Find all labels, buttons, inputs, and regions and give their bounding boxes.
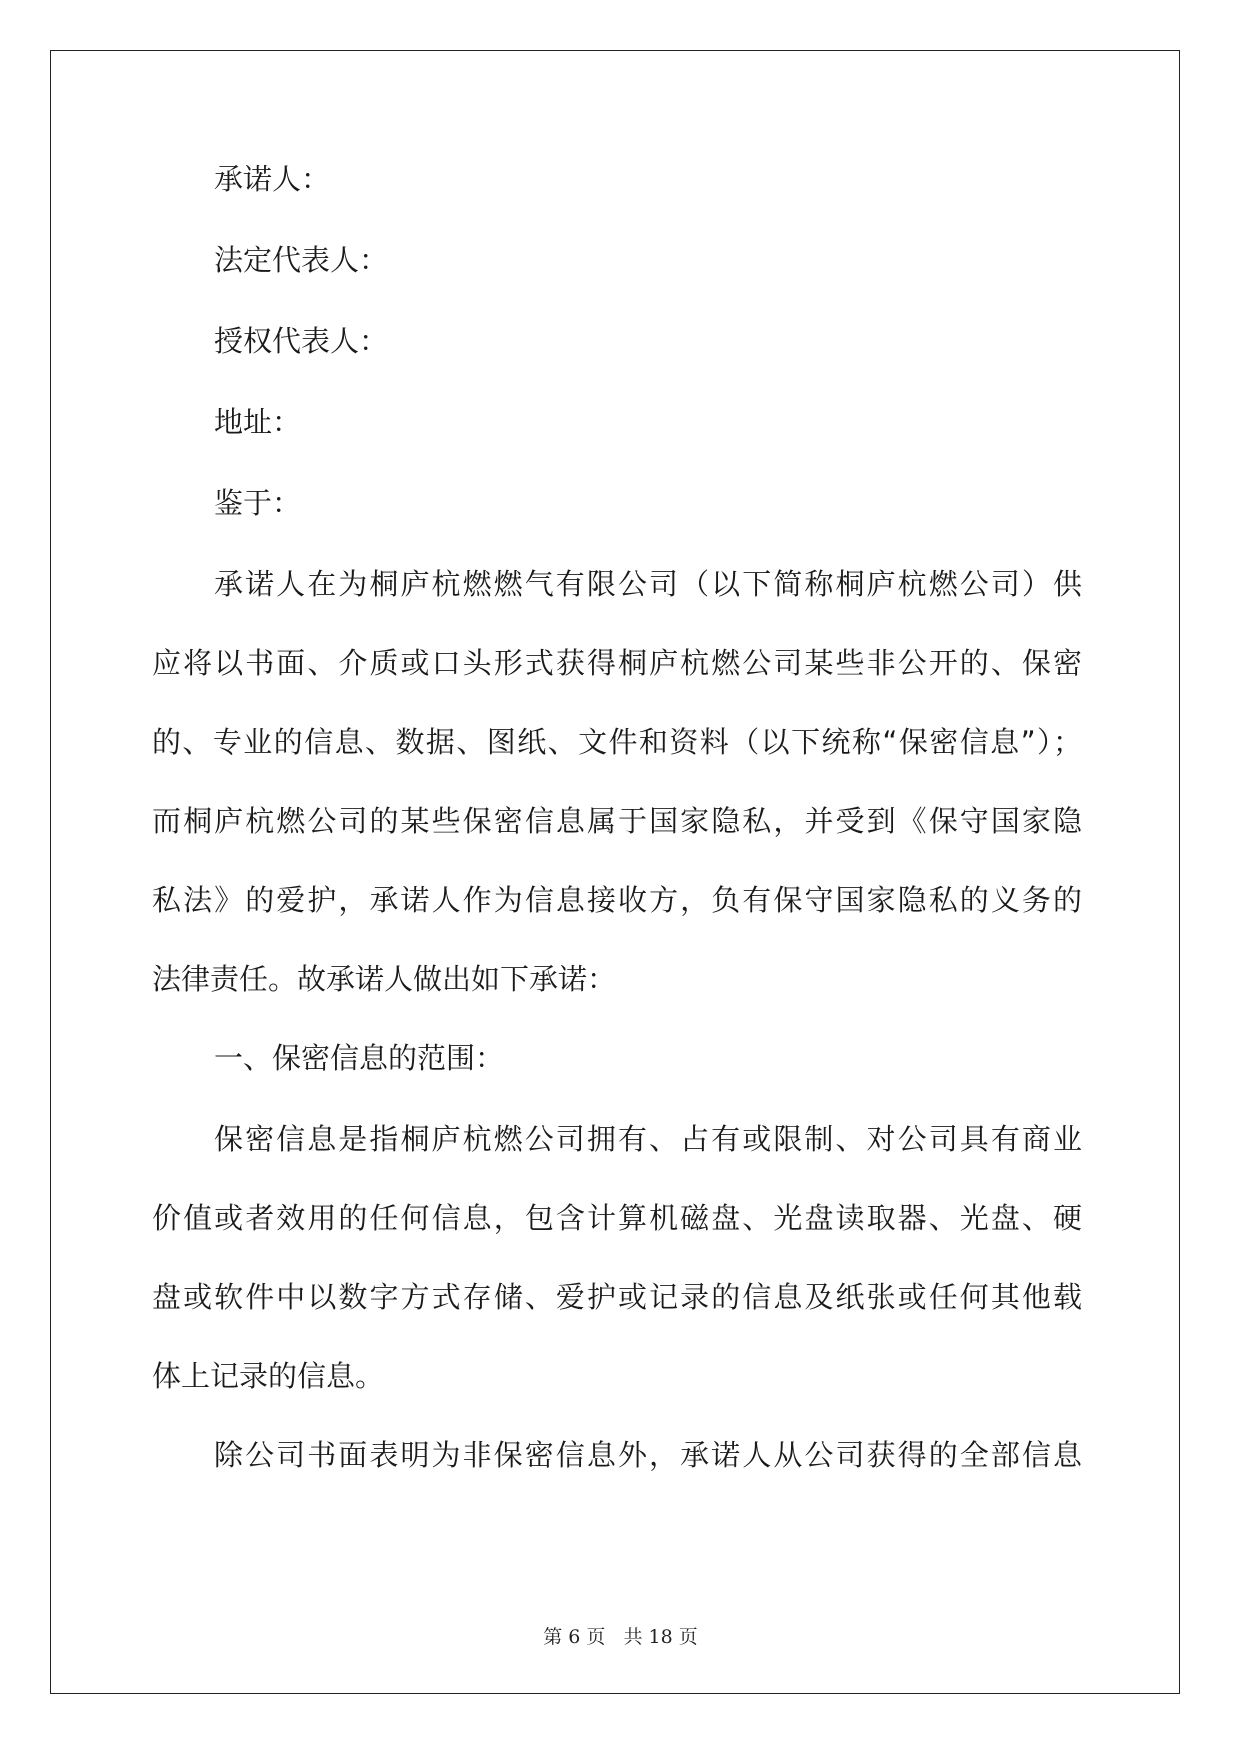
text-line: 体上记录的信息。 [152, 1359, 385, 1393]
page-number: 第 6 页 共 18 页 [543, 1626, 698, 1648]
text-line: 承诺人： [214, 162, 331, 196]
text-line: 应将以书面、介质或口头形式获得桐庐杭燃公司某些非公开的、保密 [152, 646, 1082, 680]
text-line: 法律责任。故承诺人做出如下承诺： [152, 962, 617, 996]
text-line: 的、专业的信息、数据、图纸、文件和资料（以下统称“保密信息”）； [152, 725, 1082, 759]
text-line: 一、保密信息的范围： [214, 1041, 505, 1075]
text-line: 鉴于： [214, 486, 302, 520]
text-line: 地址： [214, 405, 302, 439]
text-line: 授权代表人： [214, 324, 389, 358]
text-line: 价值或者效用的任何信息，包含计算机磁盘、光盘读取器、光盘、硬 [152, 1201, 1082, 1235]
text-line: 保密信息是指桐庐杭燃公司拥有、占有或限制、对公司具有商业 [214, 1122, 1082, 1156]
text-line: 法定代表人： [214, 243, 389, 277]
document-body [152, 160, 1092, 1515]
page-footer [0, 1622, 1241, 1649]
text-line: 承诺人在为桐庐杭燃燃气有限公司（以下简称桐庐杭燃公司）供 [214, 567, 1082, 601]
text-line: 私法》的爱护，承诺人作为信息接收方，负有保守国家隐私的义务的 [152, 883, 1082, 917]
text-line: 而桐庐杭燃公司的某些保密信息属于国家隐私，并受到《保守国家隐 [152, 804, 1082, 838]
text-line: 除公司书面表明为非保密信息外，承诺人从公司获得的全部信息 [214, 1438, 1082, 1472]
text-line: 盘或软件中以数字方式存储、爱护或记录的信息及纸张或任何其他载 [152, 1280, 1082, 1314]
